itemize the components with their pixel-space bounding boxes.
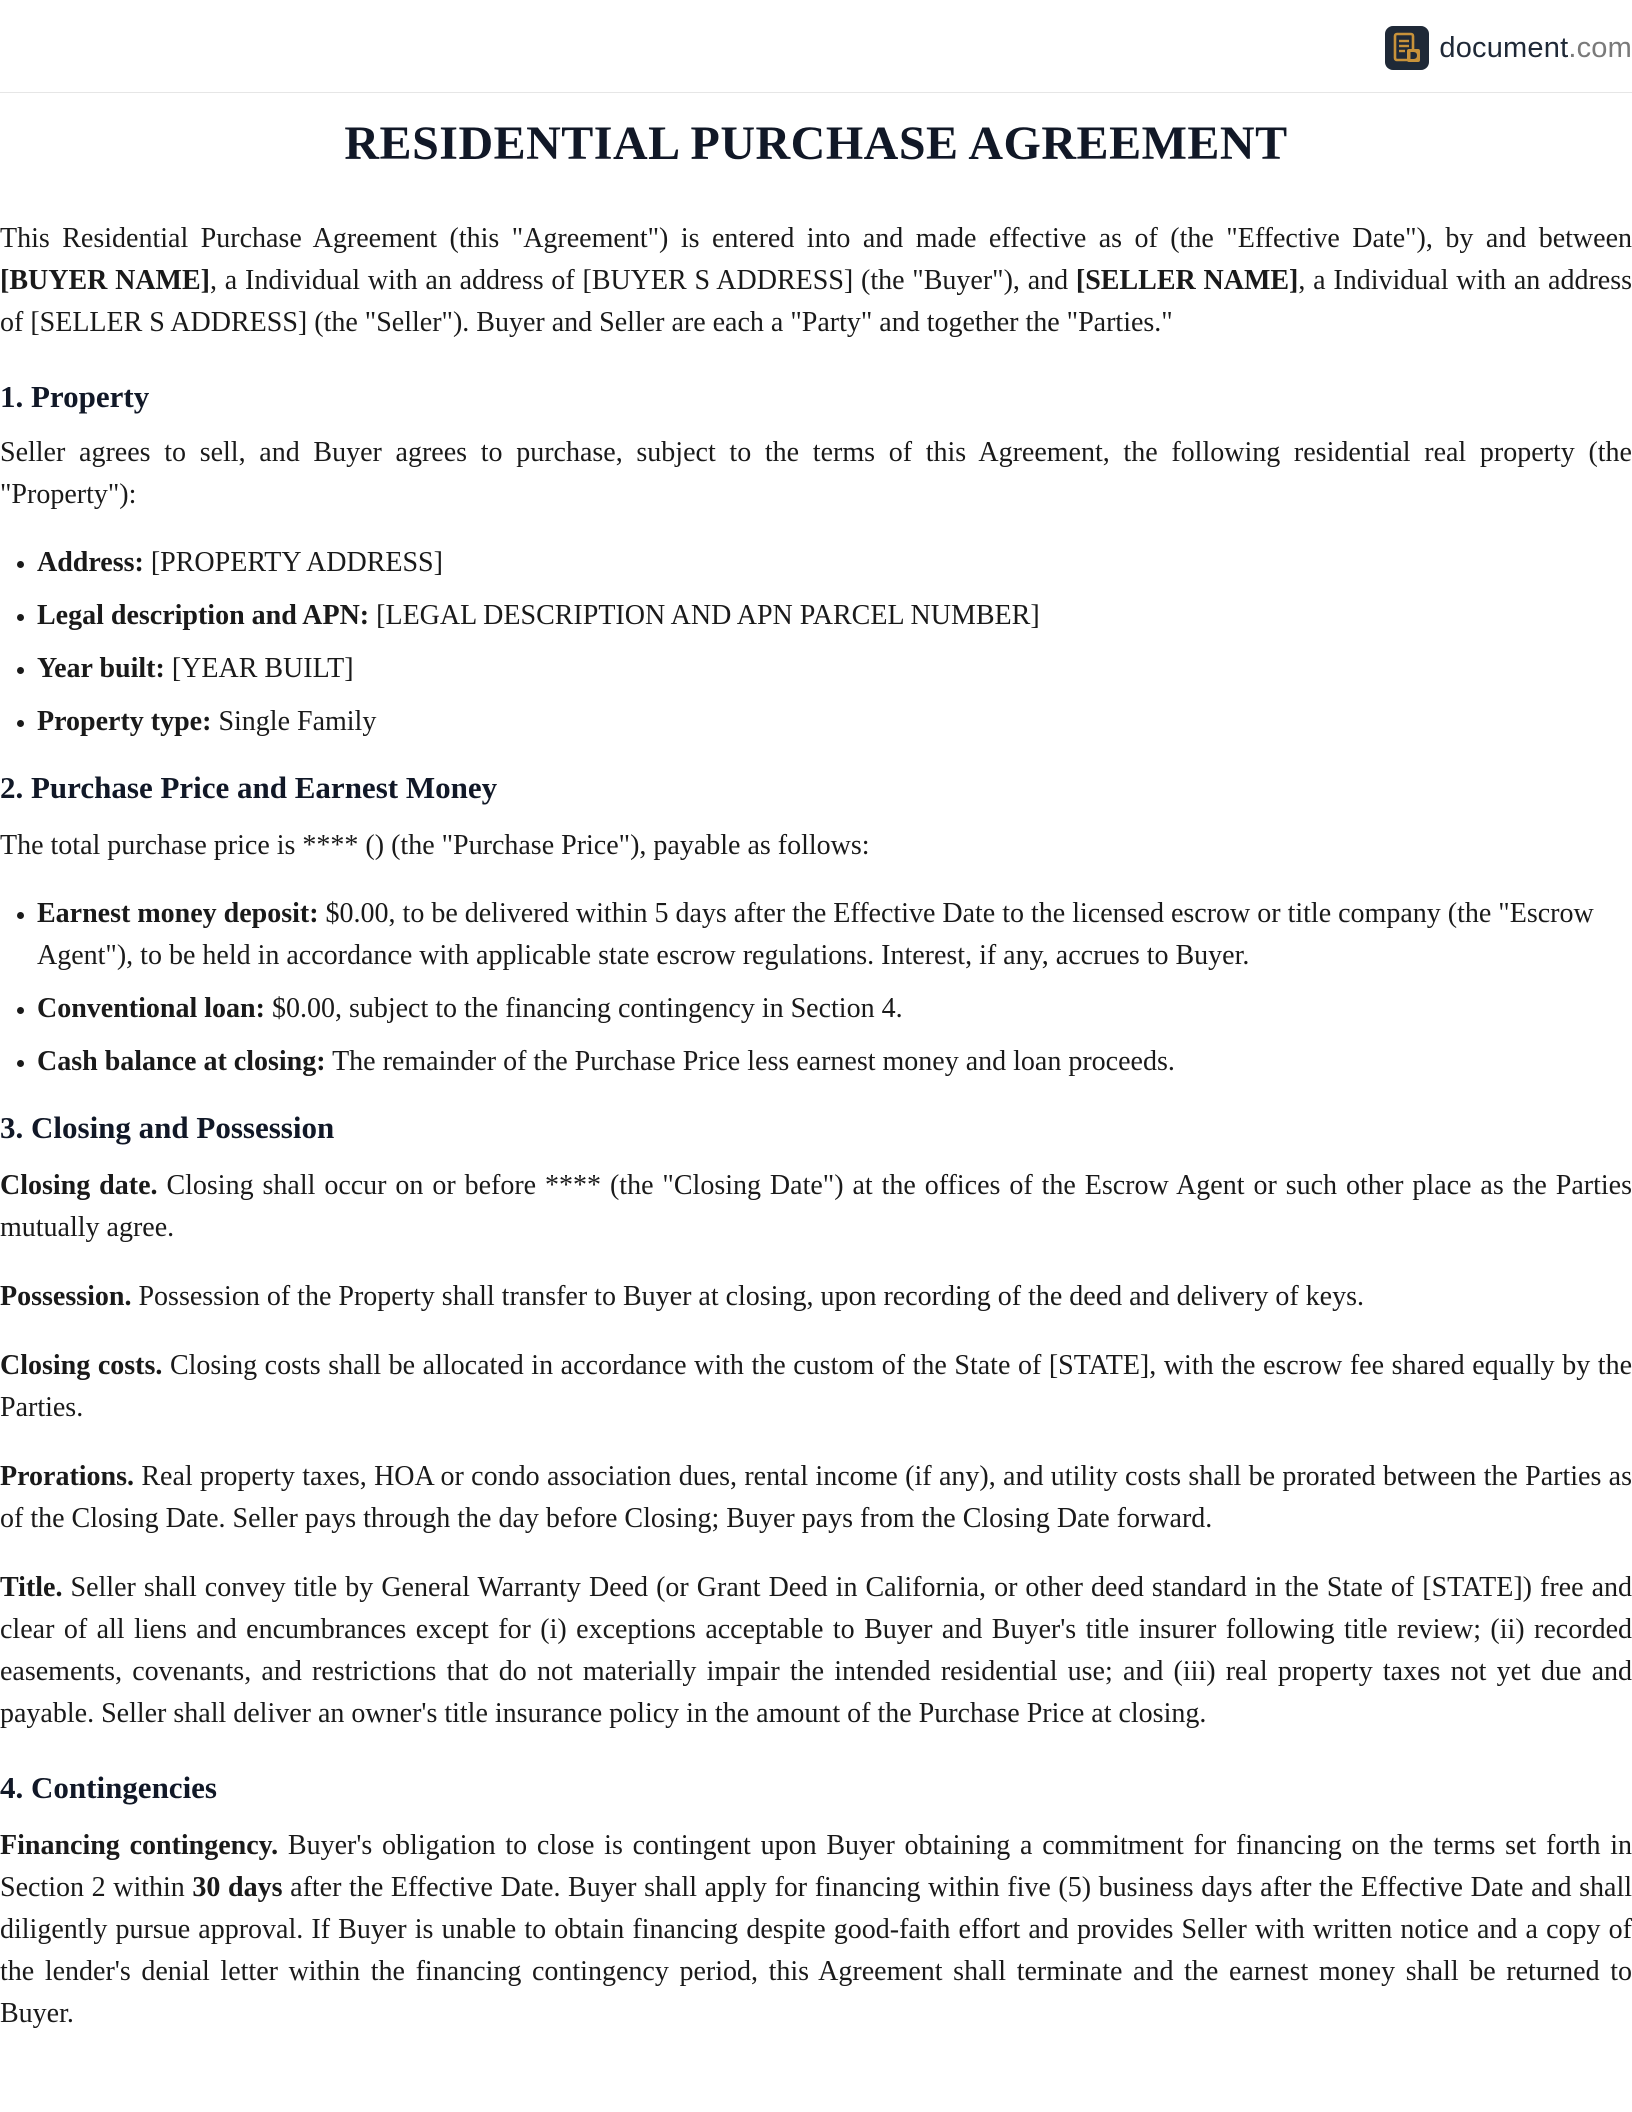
seller-name: [SELLER NAME] bbox=[1075, 265, 1299, 296]
brand-wordmark bbox=[1439, 32, 1632, 65]
item-label: Address: bbox=[37, 547, 144, 578]
brand-name: document bbox=[1439, 31, 1569, 64]
intro-text-1: This Residential Purchase Agreement (this "Agreement") is entered into and made effective as of (the "Effective Date"), by and between bbox=[0, 223, 1632, 254]
item-value: [YEAR BUILT] bbox=[164, 653, 354, 684]
item-value: The remainder of the Purchase Price less earnest money and loan proceeds. bbox=[325, 1046, 1175, 1077]
paragraph-label: Possession. bbox=[0, 1281, 132, 1312]
list-item bbox=[37, 988, 1632, 1030]
paragraph-text: Seller shall convey title by General Warranty Deed (or Grant Deed in California, or other deed standard in the State of [STATE]) free and clear of all liens and encumbrances except for (i) exceptions acceptable to Buyer and Buyer's title insurer following title review; (ii) recorded easements, covenants, and restrictions that do not materially impair the intended residential use; and (iii) real property taxes not yet due and payable. Seller shall deliver an owner's title insurance policy in the amount of the Purchase Price at closing. bbox=[0, 1572, 1632, 1729]
section-2-heading: 2. Purchase Price and Earnest Money bbox=[0, 770, 498, 805]
brand-tld: .com bbox=[1568, 31, 1632, 64]
item-value: [PROPERTY ADDRESS] bbox=[143, 547, 443, 578]
item-value: Single Family bbox=[211, 706, 377, 737]
section-1-heading: 1. Property bbox=[0, 379, 150, 414]
title-paragraph bbox=[0, 1567, 1632, 1735]
section-3-heading: 3. Closing and Possession bbox=[0, 1110, 335, 1145]
paragraph-text: Closing costs shall be allocated in accordance with the custom of the State of [STATE], with the escrow fee shared equally by the Parties. bbox=[0, 1350, 1632, 1423]
list-item bbox=[37, 1041, 1632, 1083]
list-item bbox=[37, 542, 1632, 584]
section-4-heading: 4. Contingencies bbox=[0, 1770, 217, 1805]
paragraph-text-1: Buyer's obligation to close is contingent upon Buyer obtaining a commitment for financing on the terms set forth in Section 2 within bbox=[0, 1830, 1632, 1903]
item-label: Legal description and APN: bbox=[37, 600, 370, 631]
intro-text-3: , a Individual with an address of [SELLER S ADDRESS] (the "Seller"). Buyer and Seller are each a "Party" and together the "Parties." bbox=[0, 265, 1632, 338]
section-1-text: Seller agrees to sell, and Buyer agrees to purchase, subject to the terms of this Agreement, the following residential real property (the "Property"): bbox=[0, 437, 1632, 510]
paragraph-text-2: after the Effective Date. Buyer shall apply for financing within five (5) business days after the Effective Date and shall diligently pursue approval. If Buyer is unable to obtain financing despite good-faith effort and provides Seller with written notice and a copy of the lender's denial letter within the financing contingency period, this Agreement shall terminate and the earnest money shall be returned to Buyer. bbox=[0, 1872, 1632, 2029]
paragraph-label: Closing date. bbox=[0, 1170, 158, 1201]
document-title: RESIDENTIAL PURCHASE AGREEMENT bbox=[344, 117, 1288, 170]
list-item bbox=[37, 648, 1632, 690]
paragraph-label: Financing contingency. bbox=[0, 1830, 279, 1861]
document-body bbox=[0, 92, 1632, 2035]
list-item bbox=[37, 595, 1632, 637]
possession-paragraph bbox=[0, 1276, 1632, 1318]
prorations-paragraph bbox=[0, 1456, 1632, 1540]
closing-costs-paragraph bbox=[0, 1345, 1632, 1429]
payment-list bbox=[0, 893, 1632, 1083]
intro-paragraph bbox=[0, 218, 1632, 344]
paragraph-label: Title. bbox=[0, 1572, 63, 1603]
buyer-name: [BUYER NAME] bbox=[0, 265, 210, 296]
list-item bbox=[37, 893, 1632, 977]
item-label: Earnest money deposit: bbox=[37, 898, 319, 929]
closing-date-paragraph bbox=[0, 1165, 1632, 1249]
page-header bbox=[0, 0, 1632, 93]
item-label: Property type: bbox=[37, 706, 212, 737]
paragraph-text: Real property taxes, HOA or condo association dues, rental income (if any), and utility costs shall be prorated between the Parties as of the Closing Date. Seller pays through the day before Closing; Buyer pays from the Closing Date forward. bbox=[0, 1461, 1632, 1534]
paragraph-label: Prorations. bbox=[0, 1461, 135, 1492]
item-value: $0.00, to be delivered within 5 days after the Effective Date to the licensed escrow or title company (the "Escrow Agent"), to be held in accordance with applicable state escrow regulations. Interest, if any, accrues to Buyer. bbox=[37, 898, 1594, 971]
item-label: Year built: bbox=[37, 653, 165, 684]
section-2-text: The total purchase price is **** () (the "Purchase Price"), payable as follows: bbox=[0, 830, 870, 861]
brand[interactable] bbox=[1385, 24, 1632, 72]
paragraph-text: Closing shall occur on or before **** (the "Closing Date") at the offices of the Escrow Agent or such other place as the Parties mutually agree. bbox=[0, 1170, 1632, 1243]
list-item bbox=[37, 701, 1632, 743]
item-label: Cash balance at closing: bbox=[37, 1046, 326, 1077]
item-label: Conventional loan: bbox=[37, 993, 265, 1024]
paragraph-label: Closing costs. bbox=[0, 1350, 163, 1381]
intro-text-2: , a Individual with an address of [BUYER S ADDRESS] (the "Buyer"), and bbox=[210, 265, 1076, 296]
property-list bbox=[0, 542, 1632, 743]
document-logo-icon bbox=[1385, 26, 1429, 70]
contingency-days: 30 days bbox=[192, 1872, 283, 1903]
item-value: $0.00, subject to the financing contingency in Section 4. bbox=[264, 993, 903, 1024]
paragraph-text: Possession of the Property shall transfer to Buyer at closing, upon recording of the deed and delivery of keys. bbox=[131, 1281, 1364, 1312]
financing-contingency-paragraph bbox=[0, 1825, 1632, 2035]
item-value: [LEGAL DESCRIPTION AND APN PARCEL NUMBER] bbox=[369, 600, 1040, 631]
